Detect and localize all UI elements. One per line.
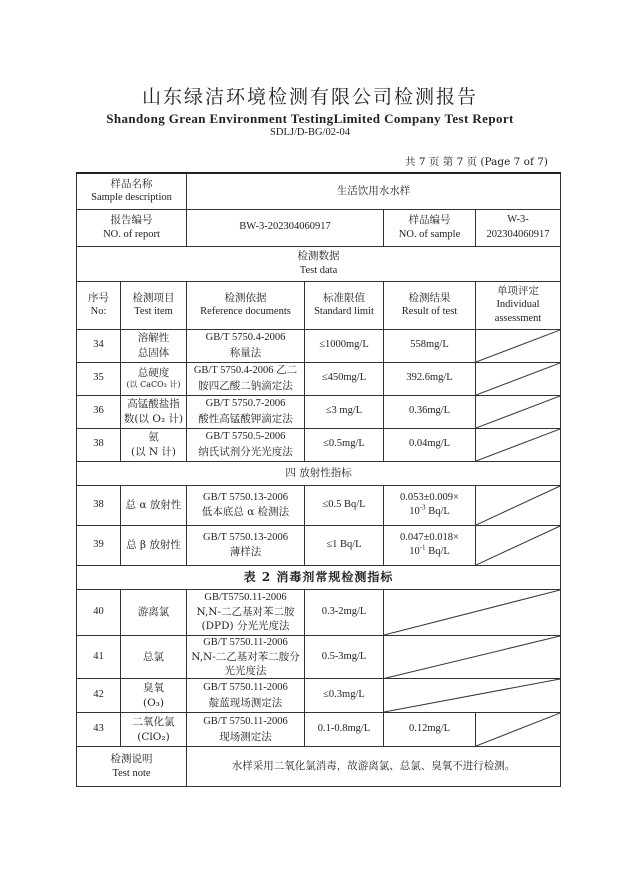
standard-limit: ≤3 mg/L: [305, 395, 384, 428]
table-row: [77, 329, 561, 362]
column-header-result: 检测结果 Result of test: [384, 281, 476, 329]
test-item: 溶解性 总固体: [121, 329, 187, 362]
test-result: 0.36mg/L: [384, 395, 476, 428]
report-number-value: BW-3-202304060917: [187, 209, 384, 246]
reference-document: GB/T 5750.13-2006 薄样法: [187, 525, 305, 565]
column-header-no: 序号 No:: [77, 281, 121, 329]
report-title-en: Shandong Grean Environment TestingLimited Company Test Report: [106, 111, 514, 126]
report-table: [76, 172, 561, 787]
assessment-slash: [476, 485, 561, 525]
table-row: [77, 635, 561, 679]
document-code: SDLJ/D-BG/02-04: [270, 127, 350, 138]
reference-document: GB/T5750.11-2006 N,N-二乙基对苯二胺 (DPD) 分光光度法: [187, 589, 305, 635]
test-result: 558mg/L: [384, 329, 476, 362]
test-item: 总 α 放射性: [121, 485, 187, 525]
test-item: 高锰酸盐指 数(以 O₂ 计): [121, 395, 187, 428]
section-four-row: [77, 461, 561, 485]
test-item: 总 β 放射性: [121, 525, 187, 565]
standard-limit: ≤0.5mg/L: [305, 428, 384, 461]
page-info: 共 7 页 第 7 页 (Page 7 of 7): [405, 156, 548, 168]
sample-number-value: W-3-202304060917: [476, 209, 561, 246]
sample-name-value: 生活饮用水水样: [187, 173, 561, 209]
test-data-label: 检测数据 Test data: [77, 246, 561, 281]
reference-document: GB/T 5750.11-2006 靛蓝现场测定法: [187, 679, 305, 713]
column-header-assessment: 单项评定 Individual assessment: [476, 281, 561, 329]
test-note-text: 水样采用二氧化氯消毒，故游离氯、总氯、臭氧不进行检测。: [187, 747, 561, 787]
test-result: 392.6mg/L: [384, 362, 476, 395]
column-header-reference: 检测依据 Reference documents: [187, 281, 305, 329]
test-note-row: [77, 747, 561, 787]
column-header-item: 检测项目 Test item: [121, 281, 187, 329]
test-note-label: 检测说明 Test note: [77, 747, 187, 787]
assessment-slash: [476, 362, 561, 395]
standard-limit: ≤450mg/L: [305, 362, 384, 395]
reference-document: GB/T 5750.7-2006 酸性高锰酸钾滴定法: [187, 395, 305, 428]
test-result: 0.053±0.009× $10^{-3}$ Bq/L: [384, 485, 476, 525]
table2-title: 表 2 消毒剂常规检测指标: [77, 565, 561, 589]
sample-name-row: [77, 173, 561, 209]
sample-name-label: 样品名称 Sample description: [77, 173, 187, 209]
test-item: 臭氧 (O₃): [121, 679, 187, 713]
row-number: 42: [77, 679, 121, 713]
row-number: 36: [77, 395, 121, 428]
test-result: 0.047±0.018× $10^{-1}$ Bq/L: [384, 525, 476, 565]
test-item: 氨 (以 N 计): [121, 428, 187, 461]
row-number: 34: [77, 329, 121, 362]
test-item: 二氧化氯 (ClO₂): [121, 713, 187, 747]
reference-document: GB/T 5750.11-2006 现场测定法: [187, 713, 305, 747]
result-slash: [384, 679, 561, 713]
test-item: 总硬度 (以 CaCO₃ 计): [121, 362, 187, 395]
assessment-slash: [476, 395, 561, 428]
test-item: 总氯: [121, 635, 187, 679]
table-row: [77, 713, 561, 747]
reference-document: GB/T 5750.11-2006 N,N-二乙基对苯二胺分 光光度法: [187, 635, 305, 679]
standard-limit: 0.5-3mg/L: [305, 635, 384, 679]
row-number: 38: [77, 428, 121, 461]
table-row: [77, 679, 561, 713]
table-row: [77, 428, 561, 461]
test-result: 0.04mg/L: [384, 428, 476, 461]
sample-number-label: 样品编号 NO. of sample: [384, 209, 476, 246]
test-data-header-row: [77, 246, 561, 281]
column-header-row: [77, 281, 561, 329]
reference-document: GB/T 5750.4-2006 称量法: [187, 329, 305, 362]
assessment-slash: [476, 713, 561, 747]
row-number: 35: [77, 362, 121, 395]
report-number-row: [77, 209, 561, 246]
assessment-slash: [476, 525, 561, 565]
assessment-slash: [476, 428, 561, 461]
standard-limit: ≤0.5 Bq/L: [305, 485, 384, 525]
standard-limit: 0.3-2mg/L: [305, 589, 384, 635]
standard-limit: ≤1 Bq/L: [305, 525, 384, 565]
table-row: [77, 395, 561, 428]
standard-limit: 0.1-0.8mg/L: [305, 713, 384, 747]
reference-document: GB/T 5750.4-2006 乙二 胺四乙酸二钠滴定法: [187, 362, 305, 395]
reference-document: GB/T 5750.13-2006 低本底总 α 检测法: [187, 485, 305, 525]
row-number: 41: [77, 635, 121, 679]
table-row: [77, 362, 561, 395]
section-four-heading: 四 放射性指标: [77, 461, 561, 485]
test-item: 游离氯: [121, 589, 187, 635]
reference-document: GB/T 5750.5-2006 纳氏试剂分光光度法: [187, 428, 305, 461]
standard-limit: ≤1000mg/L: [305, 329, 384, 362]
standard-limit: ≤0.3mg/L: [305, 679, 384, 713]
report-title-cn: 山东绿洁环境检测有限公司检测报告: [141, 86, 478, 108]
row-number: 43: [77, 713, 121, 747]
test-result: 0.12mg/L: [384, 713, 476, 747]
result-slash: [384, 635, 561, 679]
row-number: 39: [77, 525, 121, 565]
row-number: 38: [77, 485, 121, 525]
table2-title-row: [77, 565, 561, 589]
table-row: [77, 485, 561, 525]
assessment-slash: [476, 329, 561, 362]
report-number-label: 报告编号 NO. of report: [77, 209, 187, 246]
row-number: 40: [77, 589, 121, 635]
result-slash: [384, 589, 561, 635]
column-header-limit: 标准限值 Standard limit: [305, 281, 384, 329]
table-row: [77, 589, 561, 635]
table-row: [77, 525, 561, 565]
